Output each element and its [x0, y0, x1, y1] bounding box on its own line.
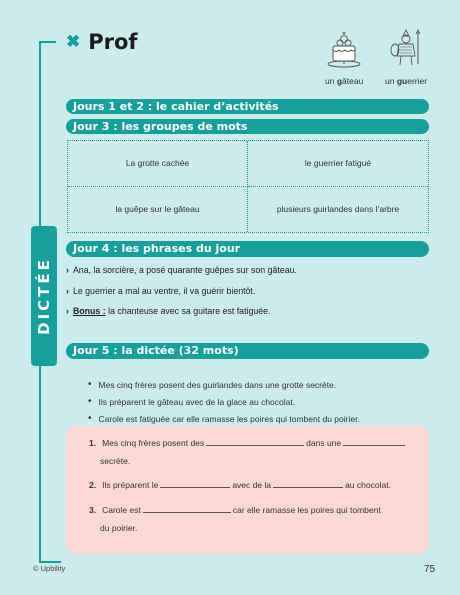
- day4-header: Jour 4 : les phrases du jour: [66, 241, 429, 257]
- dictee-side-tab: DICTÉE: [31, 226, 57, 366]
- warrior-icon: [386, 28, 426, 68]
- phrase-2: › Le guerrier a mal au ventre, il va guérir bientôt.: [66, 286, 256, 296]
- blank-field[interactable]: [343, 438, 405, 446]
- list-item: • Ils préparent le gâteau avec de la glace au chocolat.: [88, 393, 360, 410]
- word-group-cell: la guêpe sur le gâteau: [68, 187, 248, 233]
- list-item: • Mes cinq frères posent des guirlandes dans une grotte secrète.: [88, 376, 360, 393]
- phrase-1: › Ana, la sorcière, a posé quarante guêpes sur son gâteau.: [66, 265, 297, 275]
- exercise-1-cont: secrète.: [100, 456, 131, 466]
- cake-icon: [326, 28, 362, 68]
- blank-field[interactable]: [143, 505, 231, 513]
- publisher-credit: © Upbility: [33, 564, 66, 573]
- page-title: Prof: [88, 30, 138, 54]
- exercise-2: 2. Ils préparent le avec de la au chocolat.: [89, 480, 391, 490]
- exercise-3: 3. Carole est car elle ramasse les poires qui tombent: [89, 505, 381, 515]
- list-item: • Carole est fatiguée car elle ramasse les poires qui tombent du poirier.: [88, 410, 360, 427]
- blank-field[interactable]: [273, 480, 343, 488]
- warrior-illustration: un guerrier: [385, 28, 427, 86]
- cross-icon: ✖: [66, 32, 81, 51]
- exercise-1: 1. Mes cinq frères posent des dans une: [89, 438, 407, 448]
- day5-header: Jour 5 : la dictée (32 mots): [66, 343, 429, 359]
- exercise-3-cont: du poirier.: [100, 523, 138, 533]
- word-group-cell: le guerrier fatigué: [248, 141, 428, 187]
- blank-field[interactable]: [160, 480, 230, 488]
- day12-header: Jours 1 et 2 : le cahier d’activités: [66, 99, 429, 114]
- phrase-bonus: › Bonus : la chanteuse avec sa guitare est fatiguée.: [66, 306, 271, 316]
- cake-illustration: un gâteau: [325, 28, 363, 86]
- arrow-icon: ›: [66, 265, 69, 275]
- word-group-cell: La grotte cachée: [68, 141, 248, 187]
- page-number: 75: [424, 564, 436, 575]
- word-group-cell: plusieurs guirlandes dans l’arbre: [276, 204, 400, 215]
- arrow-icon: ›: [66, 306, 69, 316]
- word-groups-grid: [67, 140, 429, 233]
- frame-bottom-line: [39, 561, 61, 563]
- blank-field[interactable]: [206, 438, 304, 446]
- day3-header: Jour 3 : les groupes de mots: [66, 119, 429, 134]
- dictee-list: [88, 376, 360, 427]
- page-header: [66, 30, 138, 54]
- frame-top-line: [39, 41, 56, 43]
- arrow-icon: ›: [66, 286, 69, 296]
